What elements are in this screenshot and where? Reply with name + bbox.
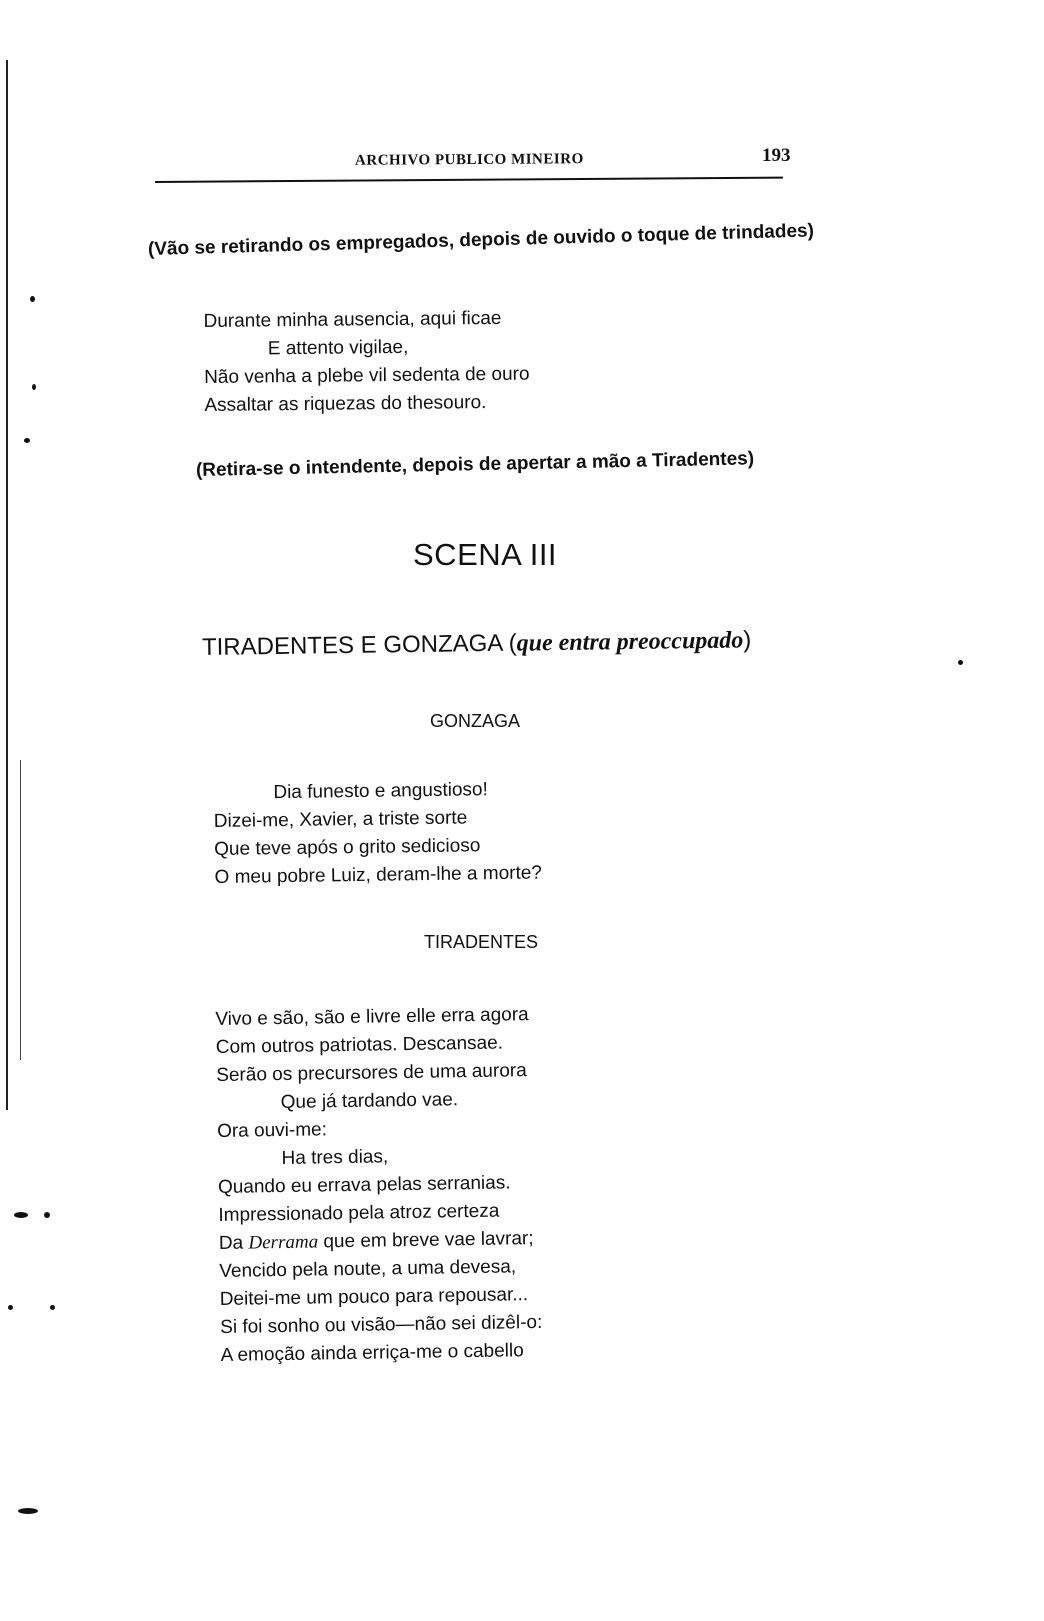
verse-text: Da [218, 1232, 249, 1254]
stanza [215, 1001, 543, 1370]
page-number: 193 [762, 145, 791, 166]
verse-line: Assaltar as riquezas do thesouro. [204, 392, 487, 416]
scan-speck [44, 1212, 50, 1218]
verse-line: Vivo e são, são e livre elle erra agora [215, 1004, 529, 1031]
verse-line: Si foi sonho ou visão—não sei dizêl-o: [220, 1311, 543, 1338]
stage-direction: (Retira-se o intendente, depois de apertar a mão a Tiradentes) [195, 448, 755, 481]
verse-line: Que teve após o grito sedicioso [214, 835, 481, 860]
scan-speck [8, 1305, 13, 1310]
speaker-name: TIRADENTES [424, 932, 539, 952]
running-title: ARCHIVO PUBLICO MINEIRO [354, 151, 584, 169]
scan-speck [24, 438, 30, 443]
character-names: TIRADENTES E GONZAGA [201, 629, 503, 661]
character-list [202, 626, 752, 662]
stanza [203, 305, 530, 420]
paren-close: ) [743, 626, 752, 654]
scan-speck [18, 1508, 38, 1514]
page-edge-shadow [6, 60, 8, 1110]
verse-line: Vencido pela noute, a uma devesa, [219, 1256, 517, 1282]
verse-line: A emoção ainda erriça-me o cabello [220, 1340, 524, 1366]
scan-speck [32, 384, 36, 390]
stage-direction: (Vão se retirando os empregados, depois de ouvido o toque de trindades) [147, 220, 815, 260]
stanza [213, 775, 542, 892]
scan-speck [958, 660, 963, 665]
verse-line: Com outros patriotas. Descansae. [215, 1032, 504, 1059]
scan-speck [30, 296, 35, 302]
verse-line: Impressionado pela atroz certeza [218, 1200, 500, 1226]
verse-line: E attento vigilae, [267, 336, 409, 360]
verse-line: Não venha a plebe vil sedenta de ouro [204, 363, 530, 388]
scan-speck [14, 1212, 28, 1218]
verse-line: Dizei-me, Xavier, a triste sorte [213, 807, 468, 833]
verse-line: O meu pobre Luiz, deram-lhe a morte? [214, 862, 543, 888]
stage-note: que entra preoccupado [516, 627, 744, 657]
verse-line: Quando eu errava pelas serranias. [217, 1172, 511, 1198]
verse-line: Ora ouvi-me: [216, 1119, 328, 1143]
verse-line: Dia funesto e angustioso! [273, 779, 488, 804]
paren-open: ( [508, 629, 517, 657]
verse-line: Deitei-me um pouco para repousar... [219, 1284, 529, 1310]
verse-text: que em breve vae lavrar; [317, 1228, 534, 1253]
page-edge-line [20, 760, 21, 1060]
header-rule [155, 177, 783, 183]
scan-speck [50, 1305, 55, 1310]
speaker-name: GONZAGA [430, 711, 521, 731]
verse-line: Que já tardando vae. [280, 1089, 459, 1114]
verse-line: Serão os precursores de uma aurora [216, 1060, 527, 1087]
verse-line: Durante minha ausencia, aqui ficae [203, 307, 502, 333]
emphasis-text: Derrama [248, 1231, 319, 1254]
verse-line: Ha tres dias, [281, 1146, 389, 1169]
scene-title: SCENA III [413, 537, 558, 572]
